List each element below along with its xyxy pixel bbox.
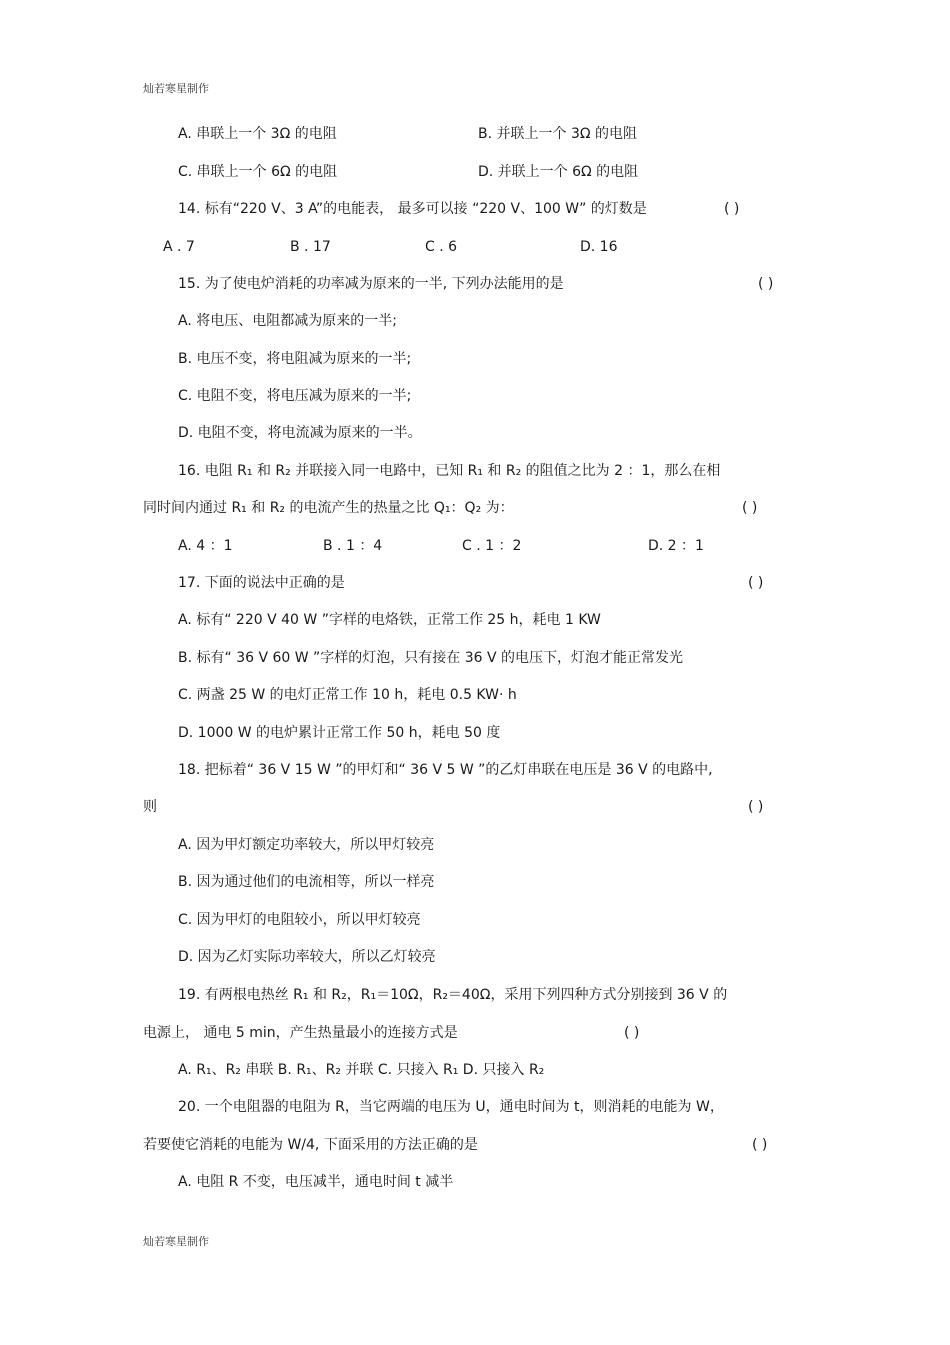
q16-answer-paren: ( ) xyxy=(742,500,758,516)
q15-stem: 15. 为了使电炉消耗的功率减为原来的一半, 下列办法能用的是 xyxy=(178,276,564,292)
q20-answer-paren: ( ) xyxy=(752,1137,768,1153)
q14-option-d: D. 16 xyxy=(580,239,618,255)
q18-option-b: B. 因为通过他们的电流相等，所以一样亮 xyxy=(178,874,435,890)
q18-answer-paren: ( ) xyxy=(748,799,764,815)
q18-option-a: A. 因为甲灯额定功率较大，所以甲灯较亮 xyxy=(178,837,435,853)
q16-stem-line2: 同时间内通过 R₁ 和 R₂ 的电流产生的热量之比 Q₁：Q₂ 为： xyxy=(143,500,514,516)
q16-stem-line1: 16. 电阻 R₁ 和 R₂ 并联接入同一电路中，已知 R₁ 和 R₂ 的阻值之比为 2 ：1，那么在相 xyxy=(178,463,721,479)
q15-option-c: C. 电阻不变，将电压减为原来的一半; xyxy=(178,388,412,404)
q17-stem: 17. 下面的说法中正确的是 xyxy=(178,575,345,591)
q20-option-a: A. 电阻 R 不变，电压减半，通电时间 t 减半 xyxy=(178,1174,454,1190)
q18-option-d: D. 因为乙灯实际功率较大，所以乙灯较亮 xyxy=(178,949,436,965)
q17-answer-paren: ( ) xyxy=(748,575,764,591)
q19-stem-line1: 19. 有两根电热丝 R₁ 和 R₂，R₁＝10Ω，R₂＝40Ω，采用下列四种方式分别接到 36 V 的 xyxy=(178,987,728,1003)
q13-option-a: A. 串联上一个 3Ω 的电阻 xyxy=(178,126,337,142)
q14-option-a: A . 7 xyxy=(163,239,195,255)
q16-option-b: B . 1 ：4 xyxy=(323,538,383,554)
q19-answer-paren: ( ) xyxy=(624,1025,640,1041)
q17-option-a: A. 标有“ 220 V 40 W ”字样的电烙铁，正常工作 25 h，耗电 1 KW xyxy=(178,612,601,628)
page-footer: 灿若寒星制作 xyxy=(143,1235,209,1248)
q18-option-c: C. 因为甲灯的电阻较小，所以甲灯较亮 xyxy=(178,912,421,928)
q20-stem-line2: 若要使它消耗的电能为 W/4, 下面采用的方法正确的是 xyxy=(143,1137,478,1153)
q18-stem-line1: 18. 把标着“ 36 V 15 W ”的甲灯和“ 36 V 5 W ”的乙灯串联在电压是 36 V 的电路中, xyxy=(178,762,713,778)
q16-option-a: A. 4 ：1 xyxy=(178,538,233,554)
q13-option-b: B. 并联上一个 3Ω 的电阻 xyxy=(478,126,638,142)
q15-option-a: A. 将电压、电阻都减为原来的一半; xyxy=(178,313,397,329)
q17-option-d: D. 1000 W 的电炉累计正常工作 50 h，耗电 50 度 xyxy=(178,725,501,741)
q13-option-d: D. 并联上一个 6Ω 的电阻 xyxy=(478,164,639,180)
q19-stem-line2: 电源上， 通电 5 min，产生热量最小的连接方式是 xyxy=(143,1025,458,1041)
q14-option-c: C . 6 xyxy=(425,239,458,255)
q14-option-b: B . 17 xyxy=(290,239,331,255)
q17-option-c: C. 两盏 25 W 的电灯正常工作 10 h，耗电 0.5 KW· h xyxy=(178,687,517,703)
q18-stem-line2: 则 xyxy=(143,799,157,815)
q20-stem-line1: 20. 一个电阻器的电阻为 R，当它两端的电压为 U，通电时间为 t，则消耗的电能为 W， xyxy=(178,1099,724,1115)
q19-options: A. R₁、R₂ 串联 B. R₁、R₂ 并联 C. 只接入 R₁ D. 只接入 R₂ xyxy=(178,1062,545,1078)
page-header: 灿若寒星制作 xyxy=(143,82,209,95)
q13-option-c: C. 串联上一个 6Ω 的电阻 xyxy=(178,164,338,180)
q14-stem: 14. 标有“220 V、3 A”的电能表， 最多可以接 “220 V、100 W” 的灯数是 xyxy=(178,201,647,217)
q15-answer-paren: ( ) xyxy=(758,276,774,292)
q14-answer-paren: ( ) xyxy=(724,201,740,217)
q16-option-d: D. 2 ：1 xyxy=(648,538,704,554)
q15-option-b: B. 电压不变，将电阻减为原来的一半; xyxy=(178,351,412,367)
q17-option-b: B. 标有“ 36 V 60 W ”字样的灯泡，只有接在 36 V 的电压下，灯泡才能正常发光 xyxy=(178,650,684,666)
q16-option-c: C . 1 ：2 xyxy=(462,538,522,554)
q15-option-d: D. 电阻不变，将电流减为原来的一半。 xyxy=(178,425,422,441)
